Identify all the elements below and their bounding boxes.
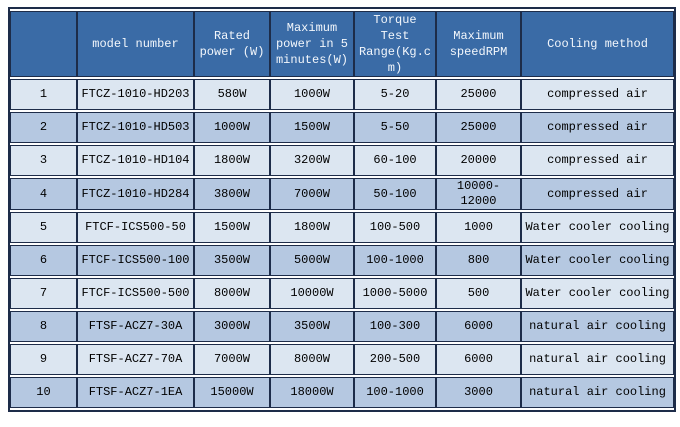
- row-index-cell: 5: [10, 212, 77, 243]
- data-cell: 7000W: [194, 344, 270, 375]
- data-cell: 60-100: [354, 145, 436, 176]
- data-cell: 1000: [436, 212, 521, 243]
- column-header-model-number: model number: [77, 11, 194, 77]
- data-cell: natural air cooling: [521, 344, 674, 375]
- data-cell: 7000W: [270, 178, 354, 210]
- data-cell: 10000W: [270, 278, 354, 309]
- data-cell: FTCZ-1010-HD203: [77, 79, 194, 110]
- data-cell: 8000W: [194, 278, 270, 309]
- table-row: [10, 245, 674, 276]
- data-cell: 1500W: [194, 212, 270, 243]
- table-row: [10, 377, 674, 408]
- data-cell: 8000W: [270, 344, 354, 375]
- row-index-cell: 2: [10, 112, 77, 143]
- data-cell: 100-1000: [354, 377, 436, 408]
- table-row: [10, 178, 674, 210]
- row-index-cell: 6: [10, 245, 77, 276]
- data-cell: FTSF-ACZ7-1EA: [77, 377, 194, 408]
- data-cell: 3000: [436, 377, 521, 408]
- data-cell: 5000W: [270, 245, 354, 276]
- data-cell: 200-500: [354, 344, 436, 375]
- data-cell: Water cooler cooling: [521, 212, 674, 243]
- row-index-cell: 10: [10, 377, 77, 408]
- data-cell: 1000-5000: [354, 278, 436, 309]
- table-row: [10, 79, 674, 110]
- data-cell: 5-20: [354, 79, 436, 110]
- table-row: [10, 344, 674, 375]
- table-row: [10, 212, 674, 243]
- table-row: [10, 278, 674, 309]
- column-header-cooling-method: Cooling method: [521, 11, 674, 77]
- data-cell: FTSF-ACZ7-30A: [77, 311, 194, 342]
- data-cell: compressed air: [521, 145, 674, 176]
- row-index-cell: 3: [10, 145, 77, 176]
- data-cell: FTCF-ICS500-100: [77, 245, 194, 276]
- data-cell: 6000: [436, 311, 521, 342]
- data-cell: FTCZ-1010-HD284: [77, 178, 194, 210]
- column-header-max-power-5min: Maximum power in 5 minutes(W): [270, 11, 354, 77]
- row-index-cell: 7: [10, 278, 77, 309]
- data-cell: 50-100: [354, 178, 436, 210]
- data-cell: 3000W: [194, 311, 270, 342]
- table-row: [10, 311, 674, 342]
- data-cell: 10000-12000: [436, 178, 521, 210]
- data-cell: 500: [436, 278, 521, 309]
- table-row: [10, 145, 674, 176]
- column-header-rated-power: Rated power (W): [194, 11, 270, 77]
- data-cell: 20000: [436, 145, 521, 176]
- data-cell: 580W: [194, 79, 270, 110]
- data-cell: 3500W: [270, 311, 354, 342]
- data-cell: FTCF-ICS500-50: [77, 212, 194, 243]
- table-body: [10, 79, 674, 408]
- row-index-cell: 4: [10, 178, 77, 210]
- data-cell: FTCZ-1010-HD503: [77, 112, 194, 143]
- data-cell: 5-50: [354, 112, 436, 143]
- data-cell: 1800W: [194, 145, 270, 176]
- data-cell: natural air cooling: [521, 311, 674, 342]
- data-cell: compressed air: [521, 112, 674, 143]
- row-index-cell: 1: [10, 79, 77, 110]
- data-cell: FTSF-ACZ7-70A: [77, 344, 194, 375]
- column-header-torque-range: Torque Test Range(Kg.cm): [354, 11, 436, 77]
- data-cell: 18000W: [270, 377, 354, 408]
- data-cell: 100-1000: [354, 245, 436, 276]
- data-cell: 3800W: [194, 178, 270, 210]
- data-cell: 6000: [436, 344, 521, 375]
- row-index-cell: 8: [10, 311, 77, 342]
- data-cell: 1000W: [270, 79, 354, 110]
- data-cell: Water cooler cooling: [521, 245, 674, 276]
- table-header: [10, 11, 674, 77]
- row-index-cell: 9: [10, 344, 77, 375]
- data-cell: Water cooler cooling: [521, 278, 674, 309]
- motor-spec-table: [8, 7, 676, 412]
- header-row: [10, 11, 674, 77]
- table-row: [10, 112, 674, 143]
- data-cell: compressed air: [521, 79, 674, 110]
- data-cell: 100-300: [354, 311, 436, 342]
- data-cell: compressed air: [521, 178, 674, 210]
- data-cell: 3500W: [194, 245, 270, 276]
- data-cell: 1500W: [270, 112, 354, 143]
- data-cell: 800: [436, 245, 521, 276]
- data-cell: 25000: [436, 79, 521, 110]
- data-cell: 3200W: [270, 145, 354, 176]
- data-cell: 15000W: [194, 377, 270, 408]
- data-cell: FTCZ-1010-HD104: [77, 145, 194, 176]
- column-header-max-speed: Maximum speedRPM: [436, 11, 521, 77]
- data-cell: 25000: [436, 112, 521, 143]
- data-cell: 100-500: [354, 212, 436, 243]
- data-cell: natural air cooling: [521, 377, 674, 408]
- data-cell: 1000W: [194, 112, 270, 143]
- data-cell: FTCF-ICS500-500: [77, 278, 194, 309]
- column-header-index: [10, 11, 77, 77]
- data-cell: 1800W: [270, 212, 354, 243]
